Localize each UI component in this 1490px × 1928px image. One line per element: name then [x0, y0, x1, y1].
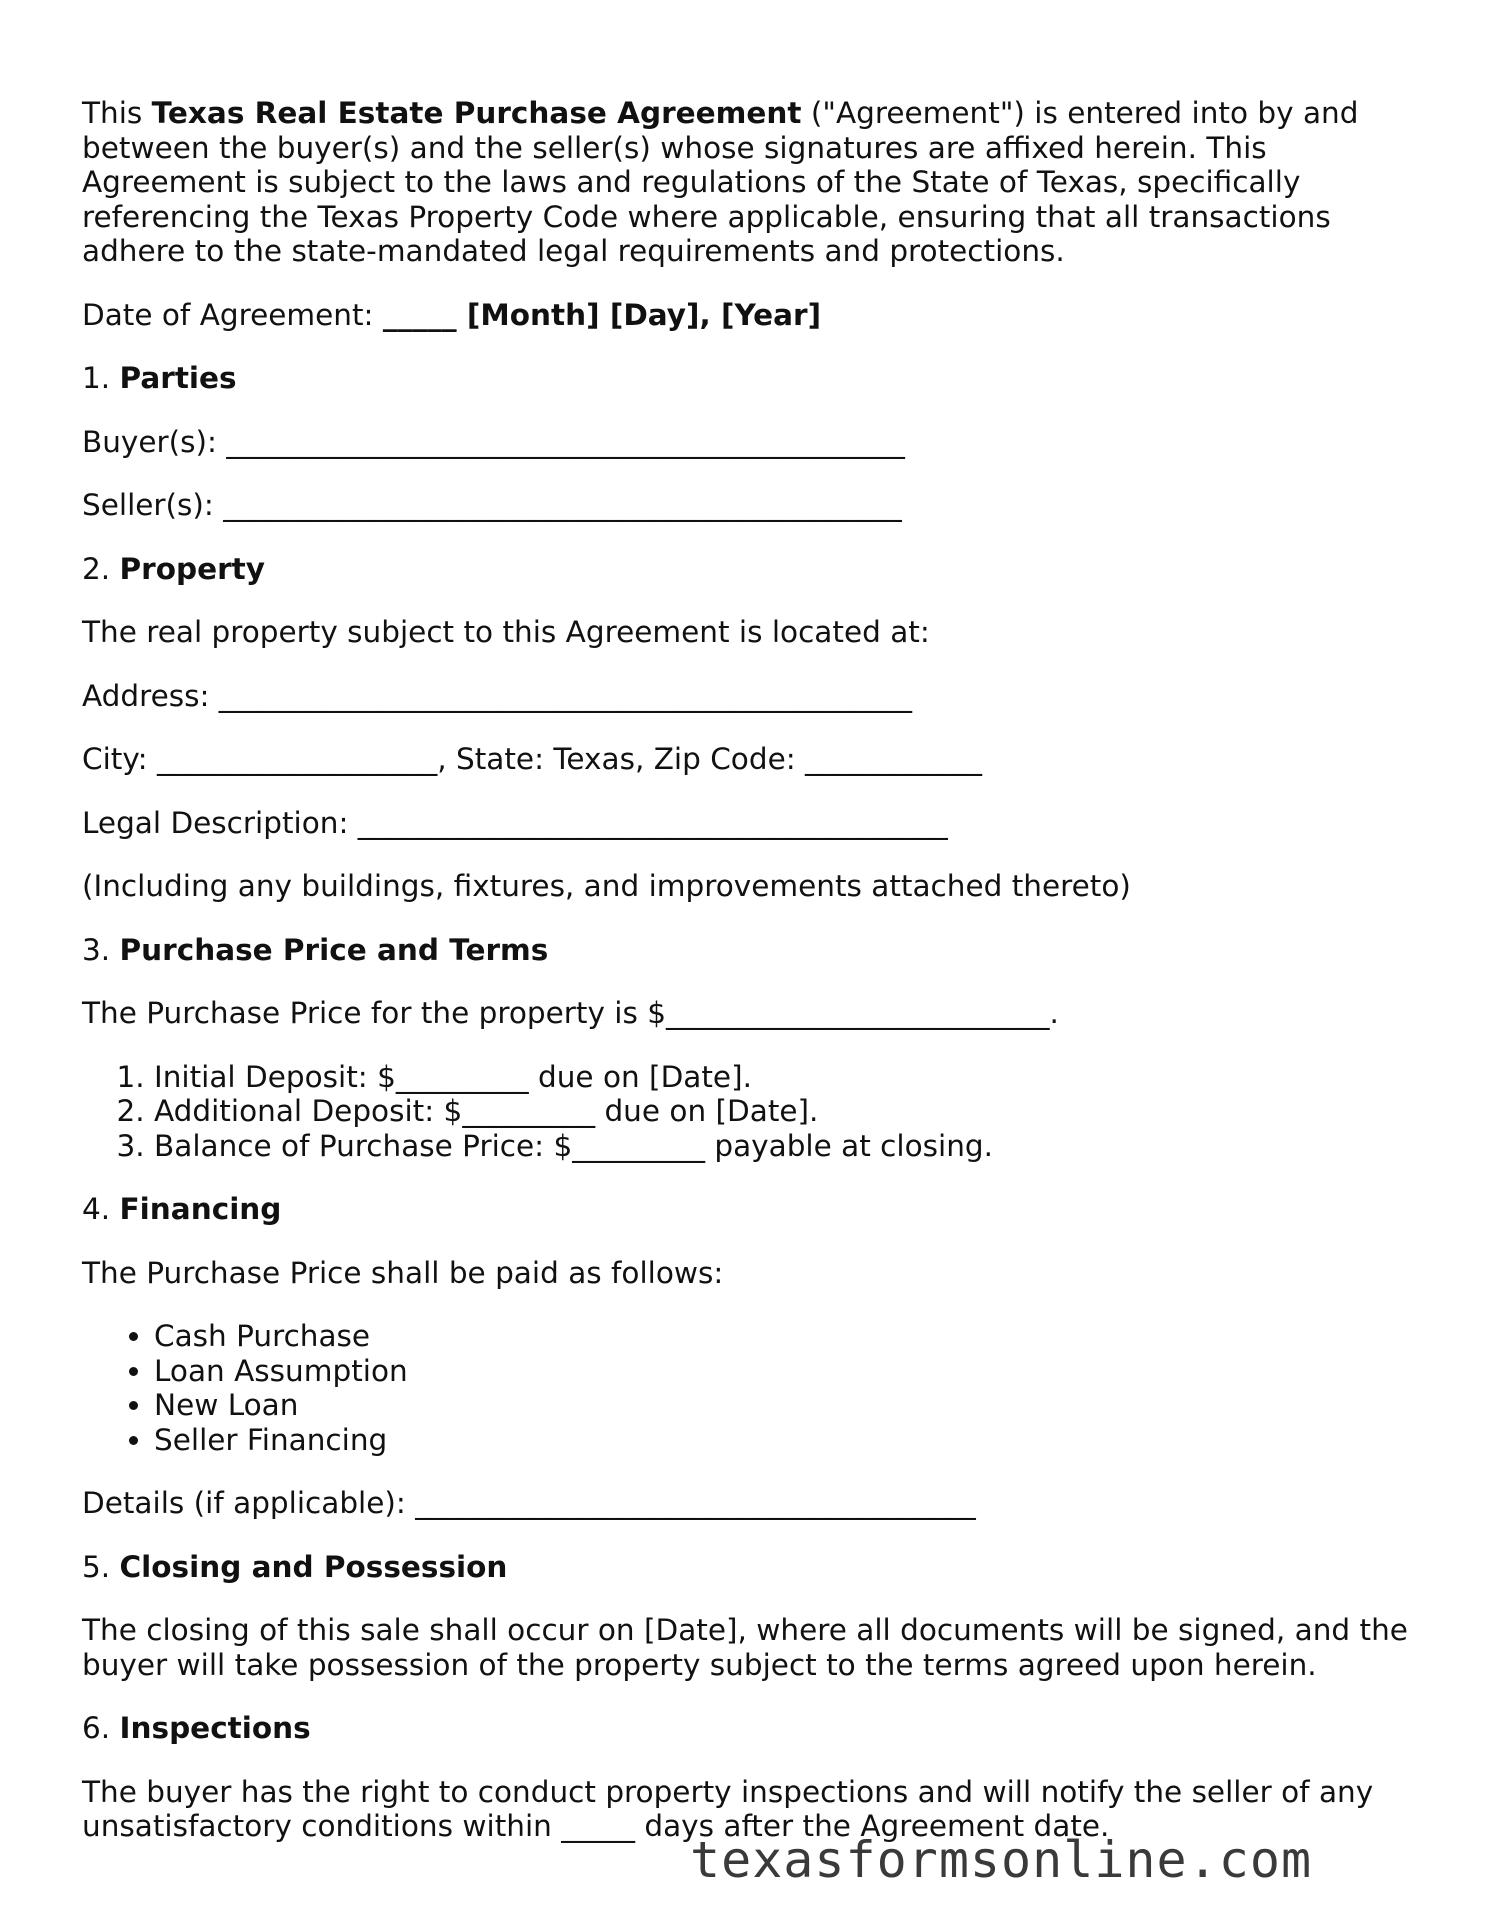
section-title: Financing	[119, 1192, 282, 1226]
list-item: • Cash Purchase	[154, 1319, 1412, 1354]
intro-prefix: This	[82, 96, 152, 130]
section-title: Inspections	[119, 1711, 311, 1745]
section-number: 1.	[82, 361, 120, 395]
date-of-agreement	[82, 298, 1412, 333]
agreement-title: Texas Real Estate Purchase Agreement	[151, 96, 802, 130]
property-intro: The real property subject to this Agreement is located at:	[82, 615, 930, 649]
list-item: 3. Balance of Purchase Price: $_________ payable at closing.	[154, 1129, 1412, 1164]
section-heading-purchase-price	[82, 933, 1412, 968]
section-heading-inspections	[82, 1711, 1412, 1746]
section-title: Closing and Possession	[119, 1549, 508, 1584]
intro-text: ("Agreement") is entered into by and between the buyer(s) and the seller(s) whose signatures are affixed herein. This Agreement is subject to the laws and regulations of the State of Texas, specifically referencing the Texas Property Code where applicable, ensuring that all transactions adhere to the state-mandated legal requirements and protections.	[82, 96, 1359, 268]
section-number: 2.	[82, 551, 120, 586]
section-heading-closing	[82, 1550, 1412, 1585]
legal-description-line: Legal Description: ________________________________________	[82, 805, 948, 840]
section-number: 5.	[82, 1549, 120, 1584]
section-number: 3.	[82, 932, 120, 967]
buyer-line: Buyer(s): ______________________________________________	[82, 424, 905, 459]
address-line: Address: _______________________________________________	[82, 678, 913, 713]
watermark: texasformsonline.com	[690, 1831, 1313, 1889]
section-title: Parties	[119, 361, 237, 395]
section-heading-financing	[82, 1192, 1412, 1227]
date-value: _____ [Month] [Day], [Year]	[382, 297, 822, 332]
payment-schedule-list	[82, 1060, 1412, 1164]
financing-options-list	[82, 1319, 1412, 1457]
section-heading-property	[82, 552, 1412, 587]
financing-intro: The Purchase Price shall be paid as follows:	[82, 1255, 724, 1290]
purchase-price-line: The Purchase Price for the property is $__________________________.	[82, 996, 1059, 1030]
property-note: (Including any buildings, fixtures, and improvements attached thereto)	[82, 869, 1131, 903]
date-label: Date of Agreement:	[82, 297, 383, 332]
list-item: 1. Initial Deposit: $_________ due on [Date].	[154, 1060, 1412, 1095]
section-title: Purchase Price and Terms	[119, 932, 549, 967]
list-item: 2. Additional Deposit: $_________ due on [Date].	[154, 1094, 1412, 1129]
city-state-zip-line: City: ___________________, State: Texas, Zip Code: ____________	[82, 742, 983, 776]
section-number: 6.	[82, 1711, 120, 1745]
section-title: Property	[119, 551, 265, 586]
seller-line: Seller(s): ______________________________________________	[82, 488, 902, 522]
section-heading-parties	[82, 361, 1412, 396]
section-number: 4.	[82, 1192, 120, 1226]
inspections-text: The buyer has the right to conduct property inspections and will notify the seller of any unsatisfactory conditions within _____ days after the Agreement date.	[82, 1774, 1374, 1843]
agreement-page	[82, 96, 1412, 1873]
list-item: • Seller Financing	[154, 1423, 1412, 1458]
financing-details-line: Details (if applicable): ______________________________________	[82, 1486, 976, 1520]
list-item: • Loan Assumption	[154, 1354, 1412, 1389]
intro-paragraph	[82, 96, 1412, 269]
list-item: • New Loan	[154, 1388, 1412, 1423]
closing-text: The closing of this sale shall occur on [Date], where all documents will be signed, and the buyer will take possession of the property subject to the terms agreed upon herein.	[82, 1613, 1408, 1682]
